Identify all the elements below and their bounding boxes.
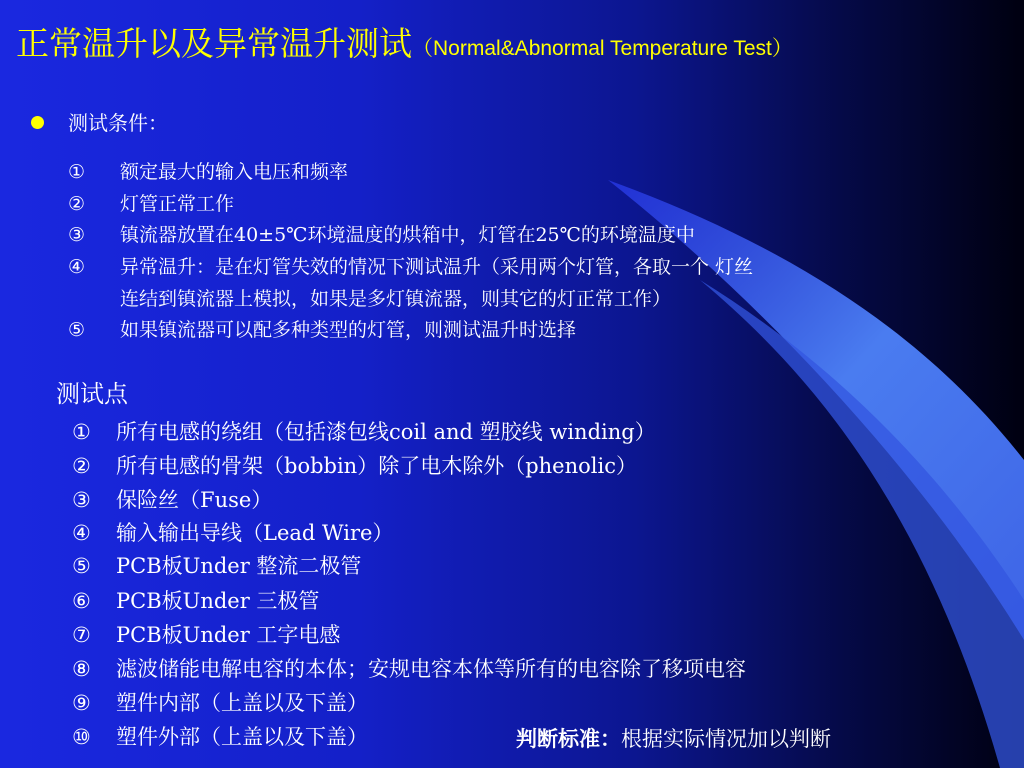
test-point-item (72, 585, 319, 615)
item-text: PCB板Under 三极管 (116, 589, 320, 613)
test-point-item (72, 517, 393, 547)
item-number: ⑦ (72, 624, 91, 647)
test-point-item (72, 687, 368, 717)
item-text: 如果镇流器可以配多种类型的灯管，则测试温升时选择 (120, 319, 577, 341)
item-number: ③ (72, 489, 91, 512)
test-points-heading: 测试点 (56, 380, 128, 408)
item-number: ⑨ (72, 692, 91, 715)
test-point-item (72, 484, 272, 514)
item-number: ② (68, 194, 86, 215)
item-text: 滤波储能电解电容的本体；安规电容本体等所有的电容除了移项电容 (116, 657, 746, 681)
judgment-criteria (516, 723, 831, 753)
item-text: 镇流器放置在40±5℃环境温度的烘箱中，灯管在25℃的环境温度中 (120, 224, 695, 246)
item-text: 额定最大的输入电压和频率 (120, 161, 349, 183)
item-number: ① (68, 162, 86, 183)
condition-item (68, 189, 234, 216)
test-point-item (72, 550, 361, 580)
condition-item (68, 315, 576, 342)
judgment-label: 判断标准： (516, 726, 621, 751)
slide-title (16, 18, 793, 65)
item-number: ① (72, 421, 91, 444)
item-text: 所有电感的绕组（包括漆包线coil and 塑胶线 winding） (116, 420, 656, 444)
item-number: ③ (68, 225, 86, 246)
item-number: ⑤ (68, 320, 86, 341)
bullet-dot-icon (31, 116, 44, 129)
condition-item-continued: 连结到镇流器上模拟，如果是多灯镇流器，则其它的灯正常工作） (120, 288, 672, 310)
item-text: PCB板Under 整流二极管 (116, 554, 362, 578)
item-text: 所有电感的骨架（bobbin）除了电木除外（phenolic） (116, 454, 637, 478)
item-text: 灯管正常工作 (120, 193, 235, 215)
test-point-item (72, 416, 656, 446)
item-text: 保险丝（Fuse） (116, 488, 273, 512)
item-text: PCB板Under 工字电感 (116, 623, 341, 647)
conditions-heading: 测试条件： (68, 111, 168, 135)
item-number: ⑩ (72, 726, 91, 749)
judgment-text: 根据实际情况加以判断 (621, 727, 831, 751)
item-text: 塑件外部（上盖以及下盖） (116, 725, 368, 749)
item-text: 输入输出导线（Lead Wire） (116, 521, 394, 545)
item-number: ⑧ (72, 658, 91, 681)
item-number: ④ (72, 522, 91, 545)
test-point-item (72, 619, 340, 649)
condition-item (68, 220, 695, 247)
condition-item (68, 252, 753, 279)
item-text: 塑件内部（上盖以及下盖） (116, 691, 368, 715)
item-number: ② (72, 455, 91, 478)
item-text: 异常温升：是在灯管失效的情况下测试温升（采用两个灯管，各取一个 灯丝 (120, 256, 754, 278)
item-number: ⑥ (72, 590, 91, 613)
condition-item (68, 157, 348, 184)
item-number: ④ (68, 257, 86, 278)
item-number: ⑤ (72, 555, 91, 578)
test-point-item (72, 450, 637, 480)
test-point-item (72, 721, 368, 751)
slide-title-english: （Normal&Abnormal Temperature Test） (412, 37, 793, 60)
test-point-item (72, 653, 746, 683)
slide-title-chinese: 正常温升以及异常温升测试 (16, 24, 412, 63)
